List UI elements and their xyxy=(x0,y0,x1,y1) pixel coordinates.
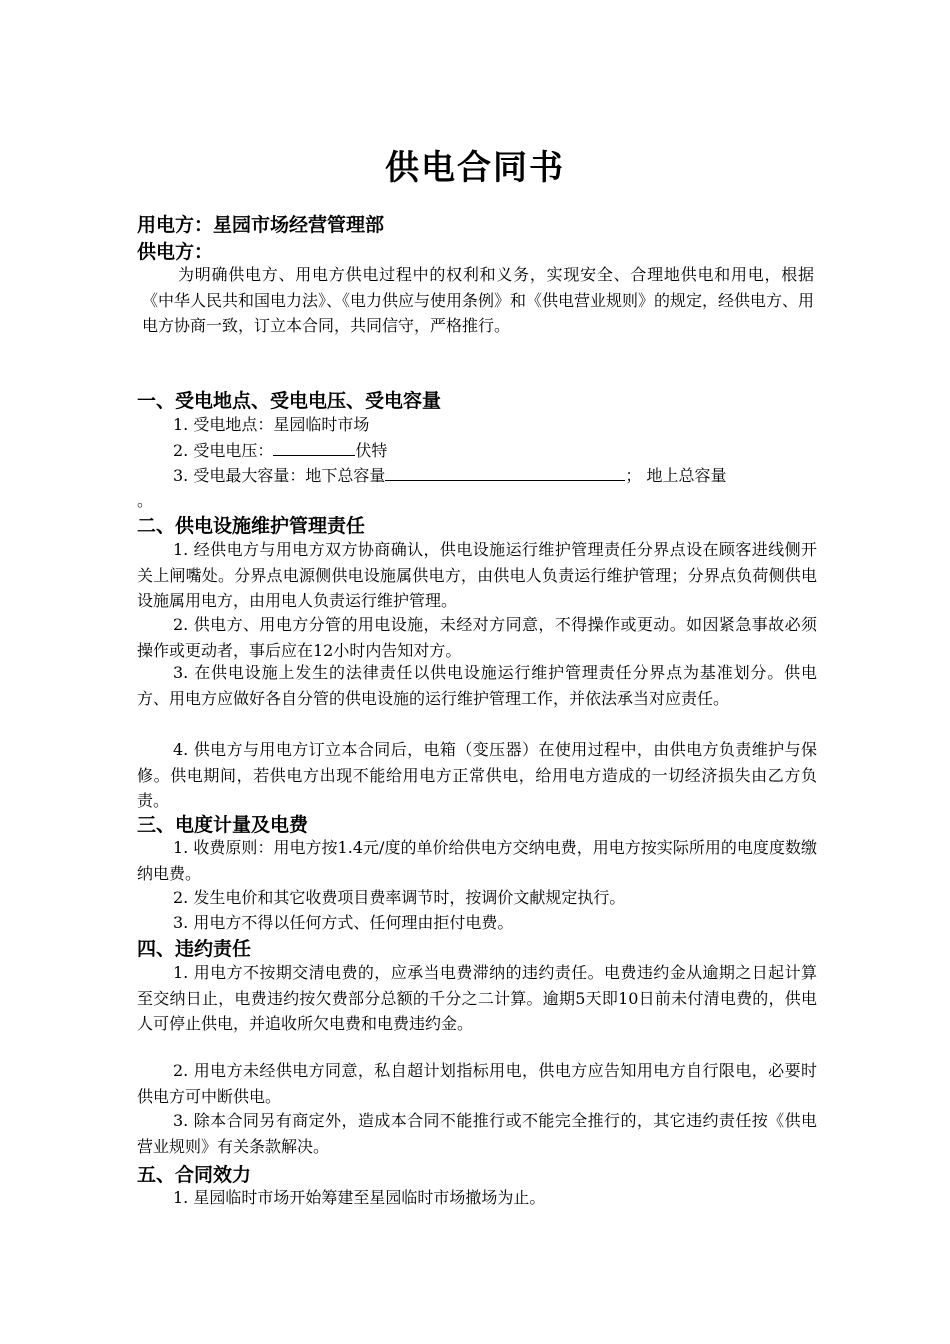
capacity-label: 3. 受电最大容量：地下总容量 xyxy=(173,466,386,485)
party-supplier: 供电方： xyxy=(137,241,214,263)
section-1-item-3 xyxy=(173,463,726,486)
section-4-paragraph-1: 1. 用电方不按期交清电费的，应承当电费滞纳的违约责任。电费违约金从逾期之日起计算至交纳日止，电费违约按欠费部分总额的千分之二计算。逾期5天即10日前未付清电费的，供电人可停止供电，并追收所欠电费和电费违约金。 xyxy=(137,963,817,1033)
section-2-paragraph-1: 1. 经供电方与用电方双方协商确认，供电设施运行维护管理责任分界点设在顾客进线侧开关上闸嘴处。分界点电源侧供电设施属供电方，由供电人负责运行维护管理；分界点负荷侧供电设施属用电方，由用电人负责运行维护管理。 xyxy=(137,540,817,610)
section-3-paragraph-1: 1. 收费原则：用电方按1.4元/度的单价给供电方交纳电费，用电方按实际所用的电度度数缴纳电费。 xyxy=(137,838,817,883)
section-2-paragraph-3: 3. 在供电设施上发生的法律责任以供电设施运行维护管理责任分界点为基准划分。供电方、用电方应做好各自分管的供电设施的运行维护管理工作，并依法承当对应责任。 xyxy=(137,663,817,708)
section-5-heading: 五、合同效力 xyxy=(137,1164,252,1186)
section-1-item-3-tail: 。 xyxy=(137,491,154,510)
party-user: 用电方：星园市场经营管理部 xyxy=(137,214,385,236)
section-1-item-2 xyxy=(173,438,387,461)
section-3-heading: 三、电度计量及电费 xyxy=(137,814,309,836)
preamble-paragraph: 为明确供电方、用电方供电过程中的权利和义务，实现安全、合理地供电和用电，根据《中华人民共和国电力法》、《电力供应与使用条例》和《供电营业规则》的规定，经供电方、用电方协商一致，订立本合同，共同信守，严格推行。 xyxy=(142,265,815,335)
section-5-paragraph-1: 1. 星园临时市场开始筹建至星园临时市场撤场为止。 xyxy=(173,1188,546,1207)
underground-capacity-blank xyxy=(385,466,625,481)
section-2-heading: 二、供电设施维护管理责任 xyxy=(137,515,366,537)
section-2-paragraph-2: 2. 供电方、用电方分管的用电设施，未经对方同意，不得操作或更动。如因紧急事故必须操作或更动者，事后应在12小时内告知对方。 xyxy=(137,615,817,660)
section-1-heading: 一、受电地点、受电电压、受电容量 xyxy=(137,390,442,412)
section-4-paragraph-3: 3. 除本合同另有商定外，造成本合同不能推行或不能完全推行的，其它违约责任按《供电营业规则》有关条款解决。 xyxy=(137,1111,817,1156)
above-ground-capacity-label: ； 地上总容量 xyxy=(625,466,727,485)
section-4-paragraph-2: 2. 用电方未经供电方同意，私自超计划指标用电，供电方应告知用电方自行限电，必要时供电方可中断供电。 xyxy=(137,1061,817,1106)
voltage-label: 2. 受电电压： xyxy=(173,441,274,460)
section-1-item-1: 1. 受电地点：星园临时市场 xyxy=(173,415,370,434)
section-2-paragraph-4: 4. 供电方与用电方订立本合同后，电箱（变压器）在使用过程中，由供电方负责维护与保修。供电期间，若供电方出现不能给用电方正常供电，给用电方造成的一切经济损失由乙方负责。 xyxy=(137,740,817,810)
document-title: 供电合同书 xyxy=(385,148,565,188)
section-3-paragraph-2: 2. 发生电价和其它收费项目费率调节时，按调价文献规定执行。 xyxy=(173,888,626,907)
section-4-heading: 四、违约责任 xyxy=(137,938,252,960)
voltage-blank xyxy=(273,441,355,456)
section-3-paragraph-3: 3. 用电方不得以任何方式、任何理由拒付电费。 xyxy=(173,913,514,932)
voltage-unit: 伏特 xyxy=(355,441,388,460)
